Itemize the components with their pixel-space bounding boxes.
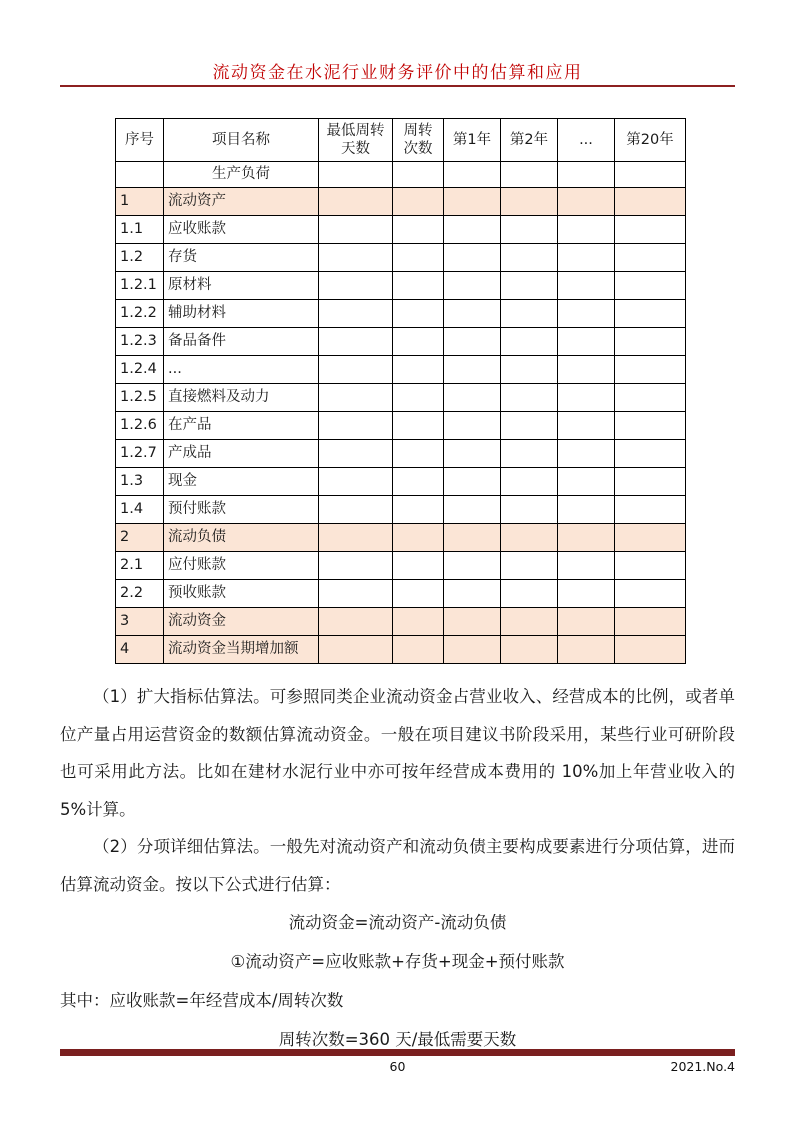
empty-cell xyxy=(501,162,558,188)
table-row xyxy=(116,552,686,580)
formula-current-assets: ①流动资产=应收账款+存货+现金+预付账款 xyxy=(230,952,565,971)
empty-value-cell xyxy=(615,608,686,636)
empty-value-cell xyxy=(319,608,393,636)
empty-value-cell xyxy=(558,468,615,496)
empty-value-cell xyxy=(393,188,444,216)
empty-value-cell xyxy=(615,300,686,328)
row-number: 1.2.3 xyxy=(116,328,164,356)
col-header-year1: 第1年 xyxy=(444,119,501,162)
empty-value-cell xyxy=(501,216,558,244)
empty-value-cell xyxy=(319,496,393,524)
page-footer xyxy=(60,1049,735,1081)
row-item-name: 流动资产 xyxy=(164,188,319,216)
empty-value-cell xyxy=(444,356,501,384)
empty-value-cell xyxy=(319,412,393,440)
empty-value-cell xyxy=(558,412,615,440)
table-row xyxy=(116,272,686,300)
empty-cell xyxy=(444,162,501,188)
empty-value-cell xyxy=(319,328,393,356)
table-subheader-row xyxy=(116,162,686,188)
subheader-production-load: 生产负荷 xyxy=(164,162,319,188)
empty-value-cell xyxy=(444,216,501,244)
row-number: 1.2 xyxy=(116,244,164,272)
empty-value-cell xyxy=(558,580,615,608)
empty-value-cell xyxy=(558,636,615,664)
row-item-name: 在产品 xyxy=(164,412,319,440)
empty-value-cell xyxy=(501,524,558,552)
row-item-name: ... xyxy=(164,356,319,384)
empty-value-cell xyxy=(558,328,615,356)
empty-value-cell xyxy=(615,636,686,664)
issue-number: 2021.No.4 xyxy=(670,1059,735,1074)
empty-value-cell xyxy=(444,328,501,356)
empty-value-cell xyxy=(615,244,686,272)
row-number: 1.2.5 xyxy=(116,384,164,412)
empty-value-cell xyxy=(393,552,444,580)
empty-value-cell xyxy=(319,552,393,580)
empty-value-cell xyxy=(501,356,558,384)
empty-value-cell xyxy=(444,412,501,440)
table-row xyxy=(116,328,686,356)
empty-value-cell xyxy=(615,272,686,300)
empty-value-cell xyxy=(393,636,444,664)
table-row xyxy=(116,300,686,328)
row-item-name: 应付账款 xyxy=(164,552,319,580)
paragraph-itemized-method: （2）分项详细估算法。一般先对流动资产和流动负债主要构成要素进行分项估算，进而估算流动资金。按以下公式进行估算： xyxy=(60,837,735,894)
body-text xyxy=(60,678,735,1059)
empty-value-cell xyxy=(558,188,615,216)
empty-value-cell xyxy=(444,636,501,664)
row-item-name: 流动资金 xyxy=(164,608,319,636)
empty-value-cell xyxy=(558,300,615,328)
row-number: 1.2.7 xyxy=(116,440,164,468)
empty-cell xyxy=(615,162,686,188)
row-number: 1.2.4 xyxy=(116,356,164,384)
empty-value-cell xyxy=(319,384,393,412)
empty-value-cell xyxy=(501,272,558,300)
row-number: 1.1 xyxy=(116,216,164,244)
empty-value-cell xyxy=(319,636,393,664)
empty-value-cell xyxy=(615,552,686,580)
empty-value-cell xyxy=(558,440,615,468)
col-header-seq: 序号 xyxy=(116,119,164,162)
row-item-name: 原材料 xyxy=(164,272,319,300)
table-row xyxy=(116,384,686,412)
row-item-name: 存货 xyxy=(164,244,319,272)
empty-value-cell xyxy=(444,552,501,580)
empty-value-cell xyxy=(615,384,686,412)
row-number: 2 xyxy=(116,524,164,552)
col-header-item: 项目名称 xyxy=(164,119,319,162)
empty-value-cell xyxy=(393,356,444,384)
row-number: 2.1 xyxy=(116,552,164,580)
empty-value-cell xyxy=(319,440,393,468)
empty-value-cell xyxy=(393,580,444,608)
row-item-name: 应收账款 xyxy=(164,216,319,244)
empty-cell xyxy=(116,162,164,188)
col-header-year20: 第20年 xyxy=(615,119,686,162)
footer-bar xyxy=(60,1049,735,1056)
table-row xyxy=(116,496,686,524)
empty-value-cell xyxy=(444,468,501,496)
row-number: 4 xyxy=(116,636,164,664)
footer-line xyxy=(60,1059,735,1081)
empty-value-cell xyxy=(319,272,393,300)
empty-value-cell xyxy=(501,328,558,356)
row-item-name: 预付账款 xyxy=(164,496,319,524)
row-number: 1.2.1 xyxy=(116,272,164,300)
empty-value-cell xyxy=(501,496,558,524)
table-row xyxy=(116,216,686,244)
row-number: 2.2 xyxy=(116,580,164,608)
row-number: 1 xyxy=(116,188,164,216)
empty-value-cell xyxy=(501,580,558,608)
empty-value-cell xyxy=(615,328,686,356)
empty-value-cell xyxy=(501,384,558,412)
empty-value-cell xyxy=(393,608,444,636)
row-item-name: 流动负债 xyxy=(164,524,319,552)
empty-cell xyxy=(393,162,444,188)
empty-value-cell xyxy=(319,216,393,244)
empty-value-cell xyxy=(558,356,615,384)
empty-cell xyxy=(319,162,393,188)
empty-value-cell xyxy=(393,412,444,440)
empty-value-cell xyxy=(393,496,444,524)
empty-value-cell xyxy=(501,468,558,496)
page-number: 60 xyxy=(389,1059,406,1074)
empty-value-cell xyxy=(444,440,501,468)
table-row xyxy=(116,468,686,496)
row-item-name: 辅助材料 xyxy=(164,300,319,328)
table-row xyxy=(116,244,686,272)
empty-value-cell xyxy=(319,468,393,496)
working-capital-table-wrap xyxy=(115,118,686,664)
row-number: 1.2.6 xyxy=(116,412,164,440)
empty-value-cell xyxy=(501,188,558,216)
empty-value-cell xyxy=(319,244,393,272)
empty-value-cell xyxy=(558,244,615,272)
working-capital-table xyxy=(115,118,686,664)
row-item-name: 预收账款 xyxy=(164,580,319,608)
empty-value-cell xyxy=(393,524,444,552)
empty-value-cell xyxy=(615,356,686,384)
empty-value-cell xyxy=(444,496,501,524)
empty-value-cell xyxy=(319,188,393,216)
empty-value-cell xyxy=(393,216,444,244)
row-number: 1.4 xyxy=(116,496,164,524)
empty-value-cell xyxy=(615,216,686,244)
empty-value-cell xyxy=(393,328,444,356)
empty-value-cell xyxy=(501,440,558,468)
header-rule xyxy=(60,85,735,87)
empty-value-cell xyxy=(444,580,501,608)
table-row xyxy=(116,356,686,384)
row-item-name: 备品备件 xyxy=(164,328,319,356)
formula-receivables: 其中：应收账款=年经营成本/周转次数 xyxy=(60,991,344,1010)
empty-value-cell xyxy=(558,496,615,524)
empty-value-cell xyxy=(615,496,686,524)
empty-value-cell xyxy=(393,272,444,300)
empty-value-cell xyxy=(558,608,615,636)
table-row xyxy=(116,412,686,440)
empty-value-cell xyxy=(501,552,558,580)
empty-value-cell xyxy=(393,468,444,496)
table-row xyxy=(116,524,686,552)
row-item-name: 现金 xyxy=(164,468,319,496)
empty-value-cell xyxy=(444,608,501,636)
empty-value-cell xyxy=(558,272,615,300)
empty-value-cell xyxy=(501,244,558,272)
empty-value-cell xyxy=(558,524,615,552)
empty-value-cell xyxy=(615,412,686,440)
empty-value-cell xyxy=(444,188,501,216)
empty-value-cell xyxy=(501,636,558,664)
col-header-year2: 第2年 xyxy=(501,119,558,162)
empty-value-cell xyxy=(501,412,558,440)
col-header-min-days: 最低周转天数 xyxy=(319,119,393,162)
empty-value-cell xyxy=(615,524,686,552)
empty-value-cell xyxy=(444,272,501,300)
table-row xyxy=(116,608,686,636)
table-header-row xyxy=(116,119,686,162)
empty-value-cell xyxy=(319,580,393,608)
empty-value-cell xyxy=(501,608,558,636)
empty-value-cell xyxy=(444,300,501,328)
row-number: 3 xyxy=(116,608,164,636)
empty-value-cell xyxy=(393,300,444,328)
row-item-name: 产成品 xyxy=(164,440,319,468)
empty-value-cell xyxy=(319,524,393,552)
table-row xyxy=(116,188,686,216)
row-item-name: 流动资金当期增加额 xyxy=(164,636,319,664)
running-title: 流动资金在水泥行业财务评价中的估算和应用 xyxy=(212,63,583,83)
row-number: 1.2.2 xyxy=(116,300,164,328)
empty-value-cell xyxy=(615,440,686,468)
empty-value-cell xyxy=(615,468,686,496)
row-item-name: 直接燃料及动力 xyxy=(164,384,319,412)
table-row xyxy=(116,636,686,664)
table-row xyxy=(116,440,686,468)
empty-value-cell xyxy=(393,244,444,272)
table-row xyxy=(116,580,686,608)
empty-value-cell xyxy=(444,384,501,412)
empty-value-cell xyxy=(558,216,615,244)
empty-value-cell xyxy=(501,300,558,328)
empty-value-cell xyxy=(393,384,444,412)
empty-value-cell xyxy=(444,244,501,272)
col-header-ellipsis: ... xyxy=(558,119,615,162)
empty-value-cell xyxy=(615,580,686,608)
empty-value-cell xyxy=(558,552,615,580)
formula-turnover-times: 周转次数=360 天/最低需要天数 xyxy=(278,1030,517,1049)
table-body xyxy=(116,188,686,664)
empty-value-cell xyxy=(393,440,444,468)
paragraph-expanded-method: （1）扩大指标估算法。可参照同类企业流动资金占营业收入、经营成本的比例，或者单位产量占用运营资金的数额估算流动资金。一般在项目建议书阶段采用，某些行业可研阶段也可采用此方法。比如在建材水泥行业中亦可按年经营成本费用的 10%加上年营业收入的 5%计算。 xyxy=(60,687,735,819)
row-number: 1.3 xyxy=(116,468,164,496)
empty-value-cell xyxy=(558,384,615,412)
empty-value-cell xyxy=(319,356,393,384)
col-header-turnovers: 周转次数 xyxy=(393,119,444,162)
empty-cell xyxy=(558,162,615,188)
empty-value-cell xyxy=(444,524,501,552)
formula-working-capital: 流动资金=流动资产-流动负债 xyxy=(288,913,507,932)
empty-value-cell xyxy=(615,188,686,216)
empty-value-cell xyxy=(319,300,393,328)
